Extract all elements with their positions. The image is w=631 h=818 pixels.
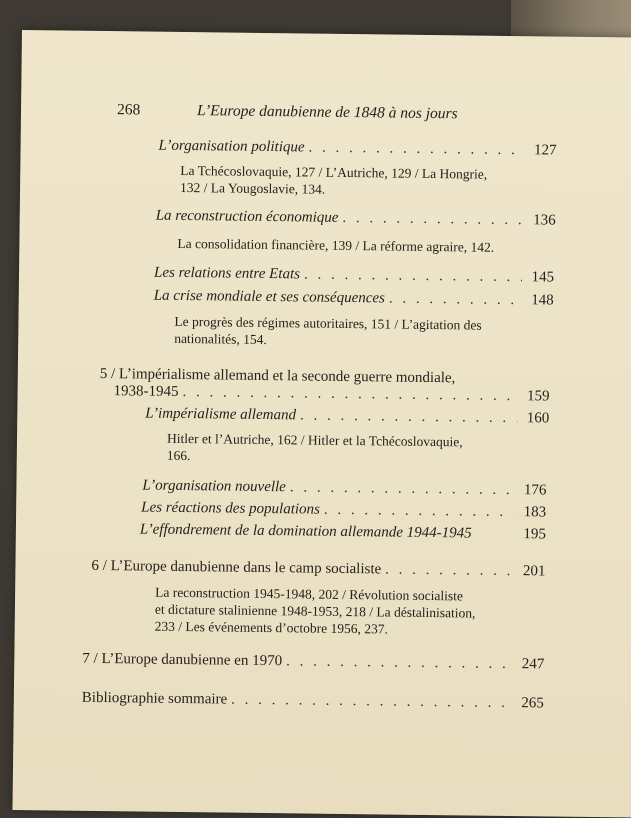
toc-page: 148 <box>531 292 554 309</box>
toc-page: 127 <box>533 142 557 159</box>
leader-dots <box>385 561 513 580</box>
subentry-line: 233 / Les événements d’octobre 1956, 237. <box>154 618 389 637</box>
toc-page: 247 <box>521 656 545 673</box>
subentry-line: nationalités, 154. <box>174 330 267 348</box>
toc-label: La crise mondiale et ses conséquences <box>153 287 386 307</box>
toc-entry-organisation-politique <box>158 138 556 160</box>
leader-dots <box>342 210 523 229</box>
subentry-line: 132 / La Yougoslavie, 134. <box>179 179 326 197</box>
toc-entry-relations <box>154 265 554 287</box>
toc-page: 195 <box>523 526 546 543</box>
toc-subentries <box>177 235 552 257</box>
leader-dots <box>324 502 514 521</box>
leader-dots <box>182 384 517 405</box>
toc-label: L’effondrement de la domination allemande 1944-1945 <box>139 521 472 542</box>
subentry-line: 166. <box>166 447 191 464</box>
toc-label: La reconstruction économique <box>155 207 339 226</box>
toc-subentries <box>174 313 554 352</box>
toc-page: 145 <box>531 269 555 286</box>
toc-label: L’organisation nouvelle <box>142 477 286 496</box>
toc-label: L’organisation politique <box>158 137 305 156</box>
leader-dots <box>231 692 512 712</box>
toc-entry-crise-mondiale <box>154 288 554 310</box>
toc-page: 183 <box>523 504 547 521</box>
toc-entry-imperialisme <box>145 406 549 428</box>
toc-page: 136 <box>533 212 556 229</box>
toc-subentries <box>167 430 549 469</box>
leader-dots <box>290 479 515 499</box>
toc-entry-reactions <box>141 499 546 521</box>
subentry-line: et dictature stalinienne 1948-1953, 218 / La déstalinisation, <box>154 601 476 621</box>
toc-label: Bibliographie sommaire <box>81 689 228 708</box>
toc-bibliographie <box>82 690 544 713</box>
toc-label: 6 / L’Europe danubienne dans le camp socialiste <box>91 557 382 578</box>
header-page-number: 268 <box>116 101 141 119</box>
chapter-title-line: 1938-1945 <box>113 383 179 400</box>
toc-page: 201 <box>522 563 546 580</box>
leader-dots <box>286 653 512 673</box>
toc-entry-organisation-nouvelle <box>142 478 546 500</box>
subentry-line: La consolidation financière, 139 / La réforme agraire, 142. <box>177 235 495 255</box>
subentry-line: La Tchécoslovaquie, 127 / L’Autriche, 129 / La Hongrie, <box>180 162 488 182</box>
leader-dots <box>300 407 518 427</box>
toc-page: 265 <box>521 695 544 712</box>
toc-label: Les réactions des populations <box>141 499 321 518</box>
toc-entry-effondrement <box>140 521 546 543</box>
header-title: L’Europe danubienne de 1848 à nos jours <box>196 102 458 123</box>
chapter-title-line: 5 / L’impérialisme allemand et la seconde guerre mondiale, <box>99 365 456 387</box>
subentry-line: Le progrès des régimes autoritaires, 151 / L’agitation des <box>174 313 482 333</box>
toc-chapter-6 <box>91 558 545 581</box>
toc-subentries <box>180 162 550 201</box>
running-header <box>116 101 537 123</box>
leader-dots <box>389 291 522 310</box>
toc-label: L’impérialisme allemand <box>145 405 297 424</box>
toc-page: 159 <box>526 388 550 405</box>
toc-subentries <box>155 584 548 640</box>
toc-entry-reconstruction <box>156 208 556 230</box>
book-page <box>12 30 631 818</box>
toc-label: Les relations entre Etats <box>153 264 301 283</box>
toc-label: 7 / L’Europe danubienne en 1970 <box>82 650 283 670</box>
toc-page: 176 <box>523 482 547 499</box>
toc-chapter-7 <box>82 651 544 674</box>
subentry-line: La reconstruction 1945-1948, 202 / Révolution socialiste <box>155 584 464 604</box>
toc-page: 160 <box>526 410 550 427</box>
subentry-line: Hitler et l’Autriche, 162 / Hitler et la Tchécoslovaquie, <box>166 430 463 450</box>
leader-dots <box>304 266 522 286</box>
leader-dots <box>308 140 524 160</box>
